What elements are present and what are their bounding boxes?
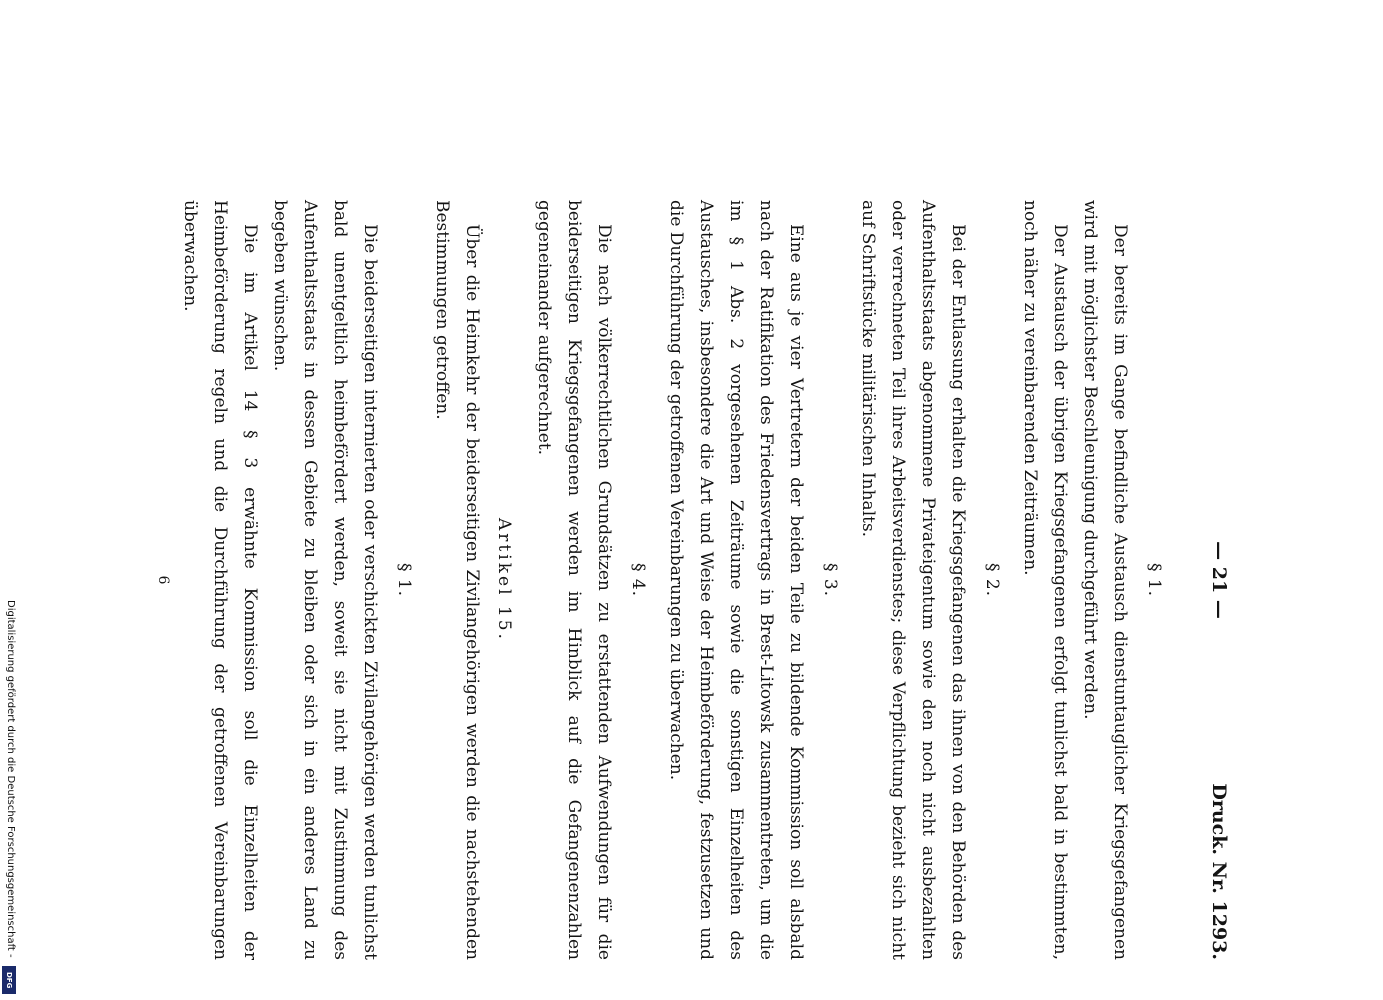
scanned-page [115,160,1265,1000]
section-heading: § 1. [394,562,414,598]
signature-mark: 6 [155,575,171,585]
paragraph: Die im Artikel 14 § 3 erwähnte Kommission soll die Einzelheiten der Heimbeförderung regeln und die Durchführung der getroffenen Vereinbarungen überwachen. [180,200,260,960]
paragraph: Über die Heimkehr der beiderseitigen Zivilangehörigen werden die nachstehenden Bestimmungen getroffen. [432,200,482,960]
document-body [175,200,1177,960]
page-content [115,160,1265,1000]
paragraph: Der bereits im Gange befindliche Austausch dienstuntauglicher Kriegsgefangenen wird mit möglichster Beschleunigung durchgeführt werden. [1080,200,1130,960]
paragraph: Die beiderseitigen internierten oder verschickten Zivilangehörigen werden tunlichst bald unentgeltlich heimbefördert werden, soweit sie nicht mit Zustimmung des Aufenthaltsstaats in dessen Gebiete zu bleiben oder sich in ein anderes Land zu begeben wünschen. [270,200,380,960]
page-header [1196,200,1230,960]
paragraph: Eine aus je vier Vertretern der beiden Teile zu bildende Kommission soll alsbald nach der Ratifikation des Friedensvertrags in Brest-Litowsk zusammentreten, um die im § 1 Abs. 2 vorgesehenen Zeiträume sowie die sonstigen Einzelheiten des Austausches, insbesondere die Art und Weise der Heimbeförderung, festzusetzen und die Durchführung der getroffenen Vereinbarungen zu überwachen. [666,200,806,960]
dfg-logo-icon: DFG [2,966,16,994]
page-number: — 21 — [1208,541,1230,619]
article-heading: Artikel 15. [494,518,514,642]
print-number: Druck. Nr. 1293. [1208,783,1230,960]
digitization-sidebar [0,0,20,1000]
paragraph: Der Austausch der übrigen Kriegsgefangenen erfolgt tunlichst bald in bestimmten, noch näher zu vereinbarenden Zeiträumen. [1020,200,1070,960]
section-heading: § 1. [1144,562,1164,598]
paragraph: Die nach völkerrechtlichen Grundsätzen zu erstattenden Aufwendungen für die beiderseitigen Kriegsgefangenen werden im Hinblick auf die Gefangenenzahlen gegeneinander aufgerechnet. [534,200,614,960]
section-heading: § 3. [820,562,840,598]
section-heading: § 4. [628,562,648,598]
paragraph: Bei der Entlassung erhalten die Kriegsgefangenen das ihnen von den Behörden des Aufenthaltsstaats abgenommene Privateigentum sowie den noch nicht ausbezahlten oder verrechneten Teil ihres Arbeitsverdienstes; diese Verpflichtung bezieht sich nicht auf Schriftstücke militärischen Inhalts. [858,200,968,960]
section-heading: § 2. [982,562,1002,598]
dfg-credit-text: Digitalisierung gefördert durch die Deutsche Forschungsgemeinschaft - [5,600,16,958]
